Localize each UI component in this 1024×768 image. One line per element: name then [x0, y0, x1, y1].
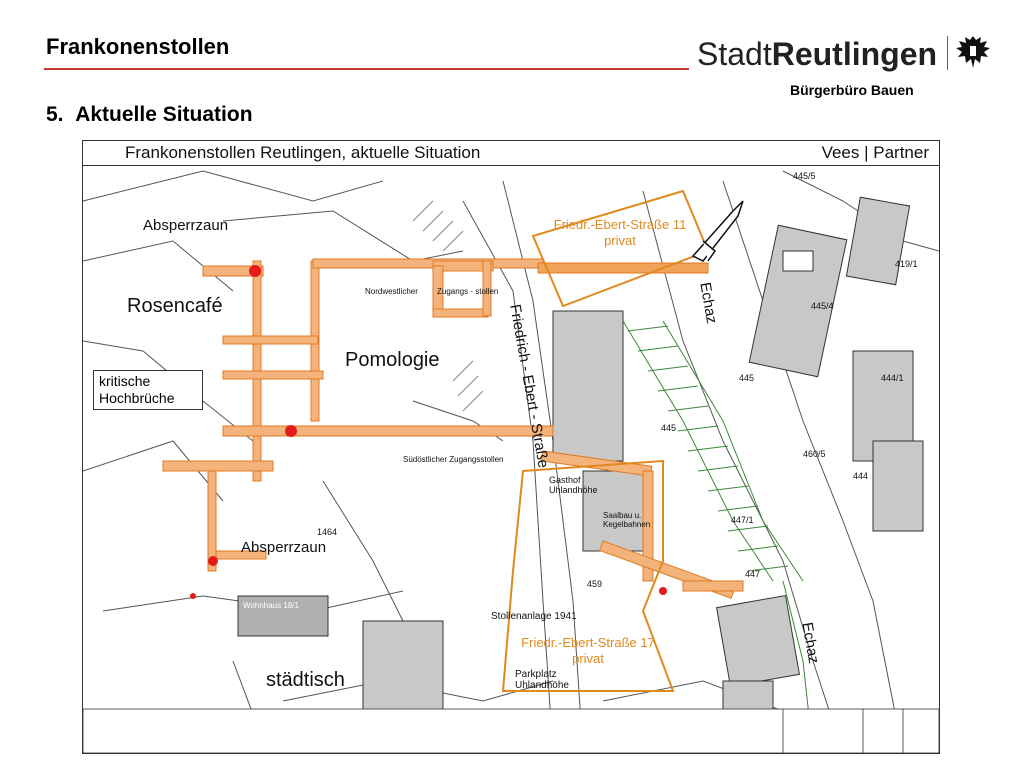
logo-text-light: Stadt — [697, 36, 772, 72]
logo-separator — [947, 36, 948, 70]
label-absperrzaun-bottom: Absperrzaun — [241, 539, 327, 556]
label-parkplatz: Parkplatz Uhlandhöhe — [515, 669, 569, 691]
label-gasthof: Gasthof Uhlandhöhe — [549, 475, 598, 495]
site-plan-map — [82, 140, 940, 754]
callout-line-2: Hochbrüche — [99, 390, 175, 406]
logo-text-bold: Reutlingen — [771, 36, 938, 72]
section-heading — [46, 103, 253, 127]
parcel-445: 445 — [739, 373, 755, 383]
label-nordwestlicher: Nordwestlicher — [365, 287, 418, 296]
label-friedrich-ebert-strasse: Friedrich - Ebert - Straße — [506, 303, 552, 470]
section-number: 5. — [46, 103, 64, 126]
label-staedtisch: städtisch — [266, 669, 345, 691]
label-echaz-top: Echaz — [696, 281, 721, 326]
map-brand: Vees | Partner — [821, 143, 929, 162]
label-private-17-line1: Friedr.-Ebert-Straße 17 — [521, 635, 655, 650]
eagle-crest-icon — [953, 32, 993, 72]
label-zugangsstollen: Zugangs - stollen — [437, 287, 499, 296]
parcel-444-1: 444/1 — [881, 373, 904, 383]
parcel-460-5: 460/5 — [803, 449, 826, 459]
label-pomologie: Pomologie — [345, 349, 440, 371]
callout-kritische-hochbrueche — [93, 370, 203, 410]
label-saalbau: Saalbau u. Kegelbahnen — [603, 511, 651, 529]
label-stollenanlage: Stollenanlage 1941 — [491, 611, 577, 622]
label-private-11-line2: privat — [604, 233, 636, 248]
title-rule — [44, 68, 689, 70]
label-private-11-line1: Friedr.-Ebert-Straße 11 — [553, 217, 687, 232]
map-title: Frankonenstollen Reutlingen, aktuelle Situation — [125, 143, 481, 162]
parcel-459: 459 — [587, 579, 603, 589]
parcel-1464: 1464 — [317, 527, 338, 537]
parcel-447-1: 447/1 — [731, 515, 754, 525]
label-absperrzaun-top: Absperrzaun — [143, 217, 229, 234]
label-private-17-line2: privat — [572, 651, 604, 666]
parcel-444: 444 — [853, 471, 869, 481]
slide-title: Frankonenstollen — [46, 34, 230, 59]
parcel-445-b: 445 — [661, 423, 677, 433]
parking-hatching — [413, 201, 483, 411]
city-logo — [697, 36, 997, 80]
section-title: Aktuelle Situation — [75, 103, 253, 126]
label-wohnhaus: Wohnhaus 18/1 — [243, 601, 299, 610]
label-private-parcel-11 — [545, 217, 695, 249]
parcel-447: 447 — [745, 569, 761, 579]
callout-line-1: kritische — [99, 373, 151, 389]
parcel-445-5: 445/5 — [793, 171, 816, 181]
department-label: Bürgerbüro Bauen — [790, 82, 914, 98]
label-suedoestlicher: Südöstlicher Zugangsstollen — [403, 455, 504, 464]
map-legend — [83, 709, 939, 753]
label-private-parcel-17 — [503, 635, 673, 667]
label-echaz-bottom: Echaz — [798, 621, 823, 666]
label-rosencafe: Rosencafé — [127, 295, 223, 317]
parcel-445-4: 445/4 — [811, 301, 834, 311]
parcel-419-1: 419/1 — [895, 259, 918, 269]
